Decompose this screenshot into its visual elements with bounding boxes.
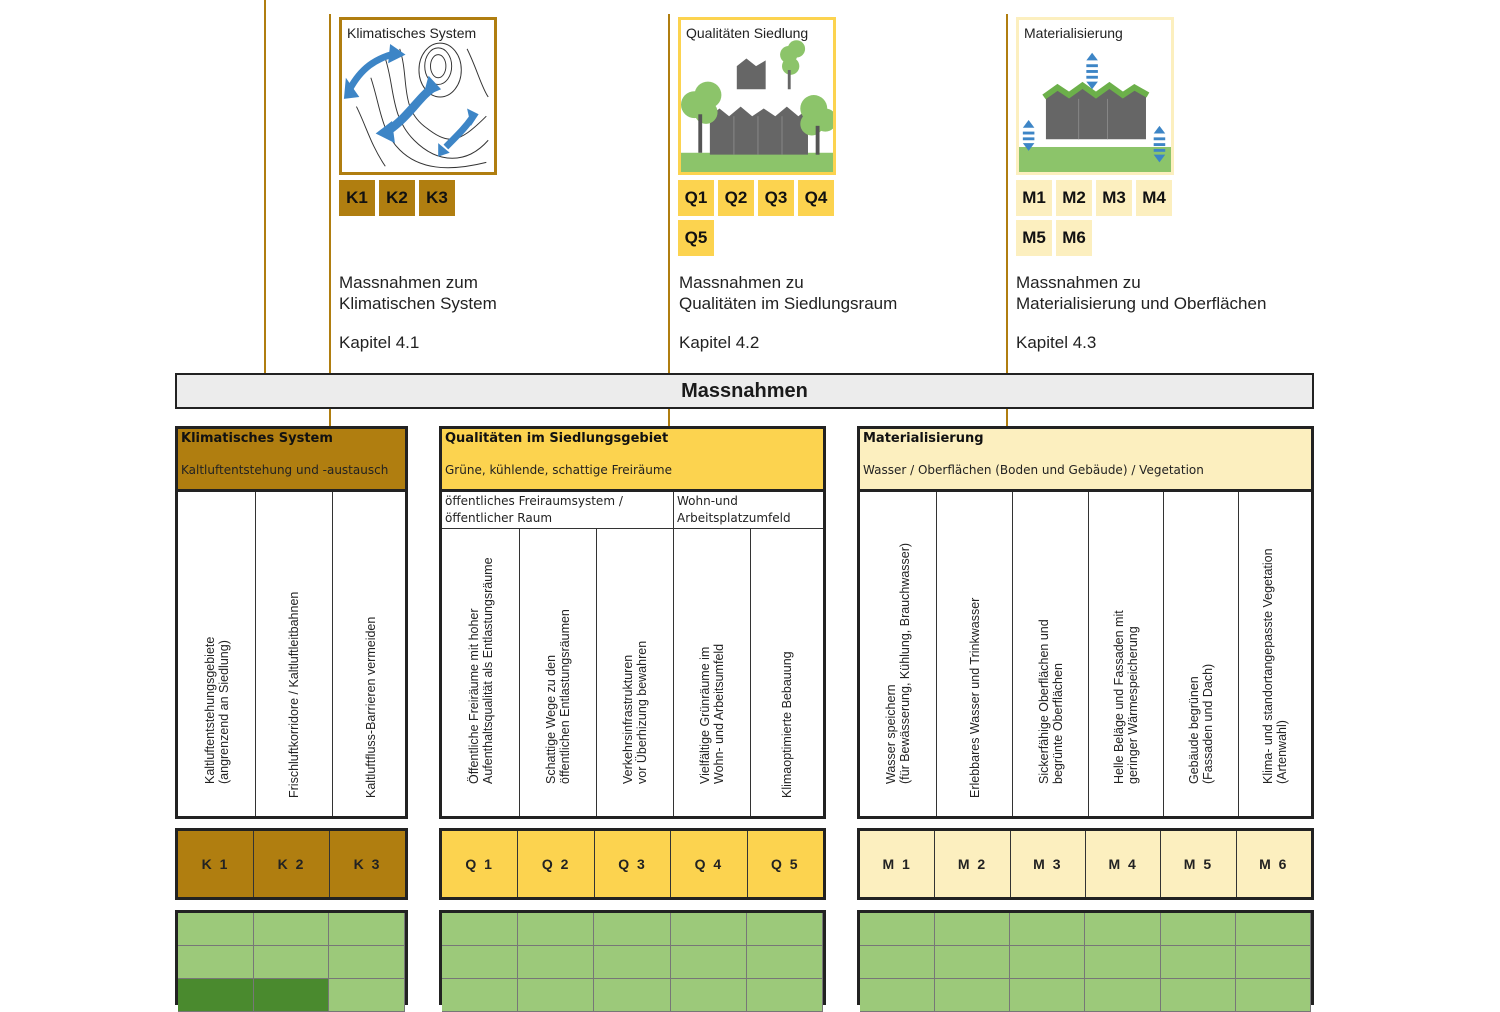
column-label: Schattige Wege zu den öffentlichen Entlastungsräumen — [544, 609, 572, 784]
badge-k1: K1 — [339, 180, 375, 216]
group-title: Qualitäten im Siedlungsgebiet — [445, 431, 669, 446]
matrix-cell — [1161, 946, 1236, 979]
group-subtitle: Kaltluftentstehung und -austausch — [181, 463, 389, 477]
badge-q4: Q4 — [798, 180, 834, 216]
group-header-climate — [175, 426, 408, 492]
column-m3 — [1012, 492, 1088, 816]
matrix-cell — [671, 946, 747, 979]
matrix-cell — [178, 913, 254, 946]
badge-q1: Q1 — [678, 180, 714, 216]
group-title: Materialisierung — [863, 431, 984, 446]
matrix-cell-highlighted — [254, 979, 330, 1012]
materials-buildings-icon — [1019, 20, 1171, 172]
card-description-line1: Massnahmen zum — [339, 273, 478, 292]
matrix-cell — [329, 979, 405, 1012]
code-k1: K 1 — [201, 856, 230, 872]
column-label: Erlebbares Wasser und Trinkwasser — [967, 597, 982, 798]
badge-q2: Q2 — [718, 180, 754, 216]
climate-map-icon — [342, 20, 494, 172]
code-m4: M 4 — [1085, 831, 1160, 897]
column-q5 — [750, 529, 823, 816]
card-climate-system — [339, 17, 497, 175]
matrix-cell — [254, 913, 330, 946]
code-q3: Q 3 — [594, 831, 670, 897]
matrix-cell — [254, 946, 330, 979]
column-label: Helle Beläge und Fassaden mit geringer Wärmespeicherung — [1112, 610, 1140, 784]
matrix-materials — [857, 910, 1314, 1005]
code-row-materials — [857, 828, 1314, 900]
column-q4 — [673, 529, 750, 816]
code-q4: Q 4 — [670, 831, 746, 897]
code-m1: M 1 — [882, 856, 912, 872]
matrix-cell — [442, 946, 518, 979]
column-label: Gebäude begrünen (Fassaden und Dach) — [1187, 663, 1215, 784]
subheader-divider — [673, 492, 674, 529]
matrix-cell — [747, 979, 823, 1012]
column-label: Klima- und standortangepasste Vegetation (Artenwahl) — [1261, 548, 1289, 784]
matrix-cell — [935, 913, 1010, 946]
matrix-cell — [518, 913, 594, 946]
matrix-cell — [594, 913, 670, 946]
code-m5: M 5 — [1160, 831, 1235, 897]
badge-m3: M3 — [1096, 180, 1132, 216]
card-materials — [1016, 17, 1174, 175]
code-k3: K 3 — [329, 831, 405, 897]
matrix-cell — [935, 946, 1010, 979]
column-label: Verkehrsinfrastrukturen vor Überhizung bewahren — [621, 640, 649, 784]
columns-settlement — [439, 489, 826, 819]
matrix-cell — [860, 946, 935, 979]
column-label: Öffentliche Freiräume mit hoher Aufenthaltsqualität als Entlastungsräume — [466, 557, 495, 784]
column-q2 — [519, 529, 596, 816]
matrix-cell — [442, 979, 518, 1012]
column-label: Kaltluftfluss-Barrieren vermeiden — [363, 616, 378, 798]
matrix-cell — [860, 913, 935, 946]
badge-q5: Q5 — [678, 220, 714, 256]
card-description-line1: Massnahmen zu — [1016, 273, 1141, 292]
matrix-cell — [1236, 979, 1311, 1012]
matrix-cell — [1161, 979, 1236, 1012]
group-header-materials — [857, 426, 1314, 492]
matrix-cell — [1010, 979, 1085, 1012]
columns-climate — [175, 489, 408, 819]
column-k1 — [178, 492, 255, 816]
card-title: Materialisierung — [1024, 25, 1123, 41]
massnahmen-banner: Massnahmen — [175, 373, 1314, 409]
card-description-line2: Materialisierung und Oberflächen — [1016, 294, 1267, 313]
card-description-line2: Qualitäten im Siedlungsraum — [679, 294, 898, 313]
matrix-cell — [329, 946, 405, 979]
code-m3: M 3 — [1010, 831, 1085, 897]
subheader-living-work: Wohn-und Arbeitsplatzumfeld — [677, 494, 791, 525]
matrix-cell — [1085, 946, 1160, 979]
matrix-cell — [747, 913, 823, 946]
column-label: Frischluftkorridore / Kaltluftleitbahnen — [287, 591, 301, 798]
badge-m2: M2 — [1056, 180, 1092, 216]
connector-line-left — [264, 0, 266, 383]
badge-k2: K2 — [379, 180, 415, 216]
column-m5 — [1163, 492, 1238, 816]
column-k3 — [332, 492, 408, 816]
badge-q3: Q3 — [758, 180, 794, 216]
group-subtitle: Grüne, kühlende, schattige Freiräume — [445, 463, 672, 477]
matrix-climate — [175, 910, 408, 1005]
code-q1: Q 1 — [465, 856, 494, 872]
card-title: Klimatisches System — [347, 25, 477, 41]
matrix-cell — [860, 979, 935, 1012]
code-m6: M 6 — [1236, 831, 1311, 897]
column-q3 — [596, 529, 673, 816]
matrix-cell — [671, 979, 747, 1012]
matrix-cell — [329, 913, 405, 946]
matrix-cell — [518, 979, 594, 1012]
column-label: Vielfältige Grünräume im Wohn- und Arbeitsumfeld — [698, 643, 726, 784]
chapter-label: Kapitel 4.2 — [679, 333, 760, 352]
matrix-cell — [1085, 913, 1160, 946]
matrix-cell — [1085, 979, 1160, 1012]
matrix-cell — [935, 979, 1010, 1012]
column-k2 — [255, 492, 332, 816]
matrix-cell — [442, 913, 518, 946]
subheader-public-space: öffentliches Freiraumsystem / öffentlicher Raum — [445, 494, 623, 525]
column-q1 — [442, 529, 519, 816]
badge-m5: M5 — [1016, 220, 1052, 256]
matrix-cell — [1161, 913, 1236, 946]
code-m2: M 2 — [934, 831, 1009, 897]
code-row-settlement — [439, 828, 826, 900]
column-m6 — [1238, 492, 1311, 816]
matrix-cell — [1010, 913, 1085, 946]
matrix-cell — [594, 946, 670, 979]
chapter-label: Kapitel 4.1 — [339, 333, 420, 352]
code-q2: Q 2 — [517, 831, 593, 897]
column-label: Sickerfähige Oberflächen und begrünte Oberflächen — [1036, 619, 1065, 784]
badge-m1: M1 — [1016, 180, 1052, 216]
column-m2 — [936, 492, 1012, 816]
settlement-trees-icon — [681, 20, 833, 172]
code-q5: Q 5 — [747, 831, 823, 897]
matrix-cell — [518, 946, 594, 979]
matrix-cell — [1010, 946, 1085, 979]
column-m4 — [1088, 492, 1163, 816]
card-settlement-quality — [678, 17, 836, 175]
matrix-cell — [1236, 913, 1311, 946]
matrix-settlement — [439, 910, 826, 1005]
column-label: Wasser speichern (für Bewässerung, Kühlung, Brauchwasser) — [884, 542, 912, 784]
group-header-settlement — [439, 426, 826, 492]
matrix-cell — [178, 946, 254, 979]
badge-m4: M4 — [1136, 180, 1172, 216]
matrix-cell — [594, 979, 670, 1012]
code-k2: K 2 — [253, 831, 329, 897]
card-description-line2: Klimatischen System — [339, 294, 497, 313]
column-label: Klimaoptimierte Bebauung — [780, 651, 794, 798]
group-subtitle: Wasser / Oberflächen (Boden und Gebäude) / Vegetation — [863, 463, 1204, 477]
card-description-line1: Massnahmen zu — [679, 273, 804, 292]
matrix-cell — [671, 913, 747, 946]
code-row-climate — [175, 828, 408, 900]
matrix-cell-highlighted — [178, 979, 254, 1012]
matrix-cell — [1236, 946, 1311, 979]
settlement-column-area — [442, 529, 823, 816]
card-title: Qualitäten Siedlung — [686, 25, 809, 41]
badge-m6: M6 — [1056, 220, 1092, 256]
column-label: Kaltluftentstehungsgebiete (angrenzend an Siedlung) — [202, 636, 231, 784]
chapter-label: Kapitel 4.3 — [1016, 333, 1097, 352]
column-m1 — [860, 492, 936, 816]
group-title: Klimatisches System — [181, 431, 333, 446]
columns-materials — [857, 489, 1314, 819]
matrix-cell — [747, 946, 823, 979]
subheader-row — [442, 492, 823, 529]
badge-k3: K3 — [419, 180, 455, 216]
